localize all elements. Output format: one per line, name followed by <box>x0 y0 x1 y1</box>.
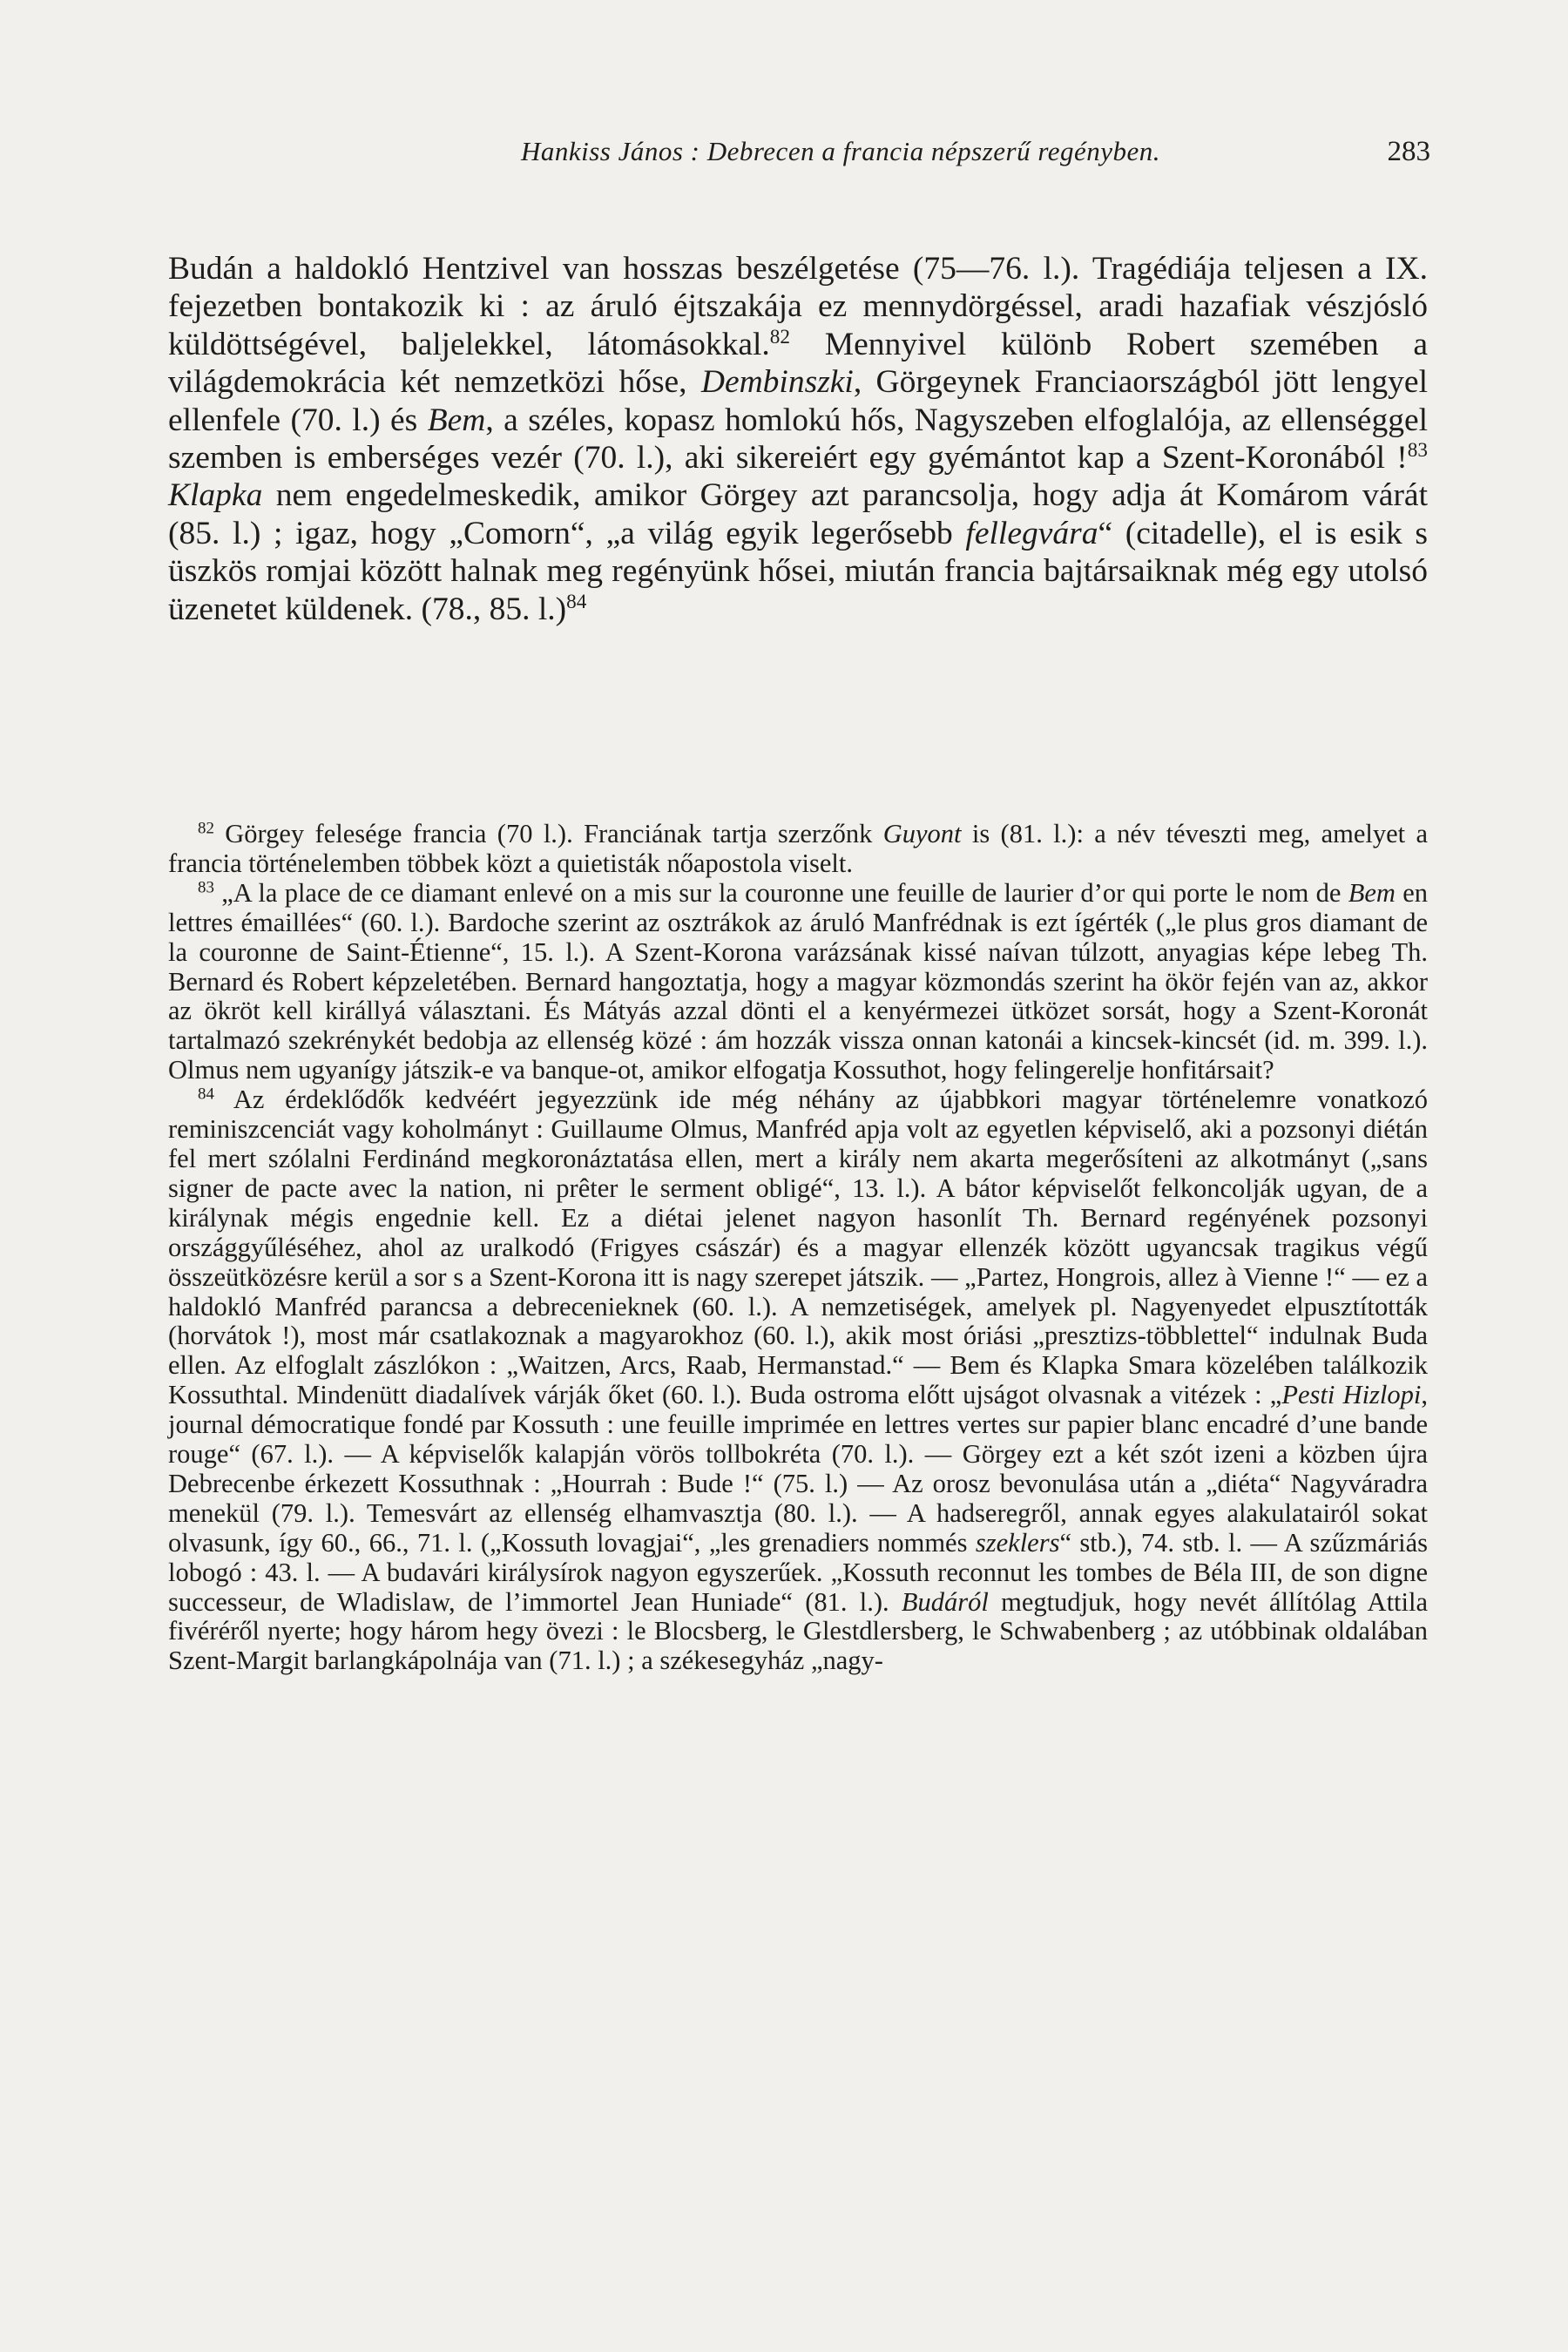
body-text: “ (citadelle), el is esik s üszkös romjai között halnak meg regényünk hősei, miután francia bajtársaiknak még egy utolsó üzenetet küldenek. (78., 85. l.) <box>168 515 1428 627</box>
title-pesti-hizlopi: Pesti Hizlopi <box>1281 1380 1422 1410</box>
body-text: Mennyivel különb Robert szemében a világdemokrácia két nemzetközi hőse, <box>168 326 1429 401</box>
running-head: Hankiss János : Debrecen a francia népszerű regényben. <box>520 136 1161 166</box>
footnote-text: Az érdeklődők kedvéért jegyezzünk ide még néhány az újabbkori magyar történelemre vonatkozó reminiszcenciát vagy koholmányt : Guillaume Olmus, Manfréd apja volt az egyetlen képviselő, aki a pozsonyi diétán fel mert szólalni Ferdinánd megkoronáztatása ellen, mert a király nem akarta megerősíteni az alkotmányt („sans signer de pacte avec la nation, ni prêter le serment obligé“, 13. l.). A bátor képviselőt felkoncolják ugyan, de a királynak mégis engednie kell. Ez a diétai jelenet nagyon hasonlít Th. Bernard regényének pozsonyi országgyűléséhez, ahol az uralkodó (Frigyes császár) és a magyar ellenzék között ugyancsak tragikus végű összeütközésre kerül a sor s a Szent-Korona itt is nagy szerepet játszik. — „Partez, Hongrois, allez à Vienne !“ — ez a haldokló Manfréd parancsa a debrecenieknek (60. l.). A nemzetiségek, amelyek pl. Nagyenyedet elpusztították (horvátok !), most már csatlakoznak a magyarokhoz (60. l.), akik most óriási „presztizs-többlettel“ indulnak Buda ellen. Az elfoglalt zászlókon : „Waitzen, Arcs, Raab, Hermanstad.“ — Bem és Klapka Smara közelében találkozik Kossuthtal. Mindenütt diadalívek várják őket (60. l.). Buda ostroma előtt ujságot olvasnak a vitézek : „ <box>168 1085 1428 1410</box>
name-dembinszki: Dembinszki <box>700 364 854 401</box>
footnote-text: „A la place de ce diamant enlevé on a mis sur la couronne une feuille de laurier d’or qui porte le nom de <box>221 877 1348 908</box>
footnote-ref-84[interactable]: 84 <box>566 590 587 613</box>
body-text: , Görgeynek Franciaországból jött lengyel ellenfele (70. l.) és <box>168 364 1428 438</box>
footnote-83 <box>168 879 1428 1085</box>
footnote-text: en lettres émaillées“ (60. l.). Bardoche szerint az osztrákok az áruló Manfrédnak is ezt ígérték („le plus gros diamant de la couronne de Saint-Étienne“, 15. l.). A Szent-Korona varázsának kissé naívan túlzott, anyagias képe lebeg Th. Bernard és Robert képzeletében. Bernard hangoztatja, hogy a magyar közmondás szerint ha ökör fején van az, akkor az ökröt kell királlyá választani. És Mátyás azzal dönti el a kenyérmezei ütközet sorsát, hogy a Szent-Koronát tartalmazó szekrénykét bedobja az ellenség közé : ám hozzák vissza onnan katonái a kincsek-kincsét (id. m. 399. l.). Olmus nem ugyanígy játszik-e va banque-ot, amikor elfogatja Kossuthot, hogy felingerelje honfitársait? <box>168 877 1429 1085</box>
body-text: , a széles, kopasz homlokú hős, Nagyszeben elfoglalója, az ellenséggel szemben is emberséges vezér (70. l.), aki sikereiért egy gyémántot kap a Szent-Koronából ! <box>168 402 1429 476</box>
footnote-mark: 82 <box>198 819 214 838</box>
footnote-ref-82[interactable]: 82 <box>769 326 791 349</box>
name-guyont: Guyont <box>882 819 962 848</box>
footnote-mark: 83 <box>198 878 214 897</box>
name-bem: Bem <box>1348 877 1396 908</box>
footnote-text: “ stb.), 74. stb. l. — A szűzmáriás lobogó : 43. l. — A budavári királysírok nagyon egyszerűek. „Kossuth reconnut les tombes de Béla III, de son digne successeur, de Wladislaw, de l’immortel Jean Huniade“ (81. l.). <box>168 1527 1428 1617</box>
footnote-ref-83[interactable]: 83 <box>1407 439 1428 463</box>
footnote-text: , journal démocratique fondé par Kossuth : une feuille imprimée en lettres vertes sur papier blanc encadré d’une bande rouge“ (67. l.). — A képviselők kalapján vörös tollbokréta (70. l.). — Görgey ezt a két szót izeni a közben újra Debrecenbe érkezett Kossuthnak : „Hourrah : Bude !“ (75. l.) — Az orosz bevonulása után a „diéta“ Nagyváradra menekül (79. l.). Temesvárt az ellenség elhamvasztja (80. l.). — A hadseregről, annak egyes alakulatairól sokat olvasunk, így 60., 66., 71. l. („Kossuth lovagjai“, „les grenadiers nommés <box>168 1380 1428 1558</box>
name-bem: Bem <box>427 402 486 438</box>
page-number: 283 <box>1387 136 1430 167</box>
footnote-82 <box>168 820 1428 879</box>
footnotes <box>168 820 1428 1676</box>
footnote-text: is (81. l.): a név téveszti meg, amelyet a francia történelemben többek közt a quietisták nőapostola viselt. <box>168 819 1429 878</box>
word-budarol: Budáról <box>901 1586 989 1617</box>
footnote-mark: 84 <box>198 1085 214 1104</box>
name-klapka: Klapka <box>168 477 263 514</box>
word-szeklers: szeklers <box>975 1527 1060 1558</box>
footnote-text: Görgey felesége francia (70 l.). Franciának tartja szerzőnk <box>225 819 883 848</box>
main-paragraph <box>168 250 1428 628</box>
footnote-84 <box>168 1085 1428 1676</box>
footnote-text: megtudjuk, hogy nevét állítólag Attila fivéréről nyerte; hogy három hegy övezi : le Blocsberg, le Glestdlersberg, le Schwabenberg ; az utóbbinak oldalában Szent-Margit barlangkápolnája van (71. l.) ; a székesegyház „nagy- <box>168 1586 1429 1676</box>
body-text: Budán a haldokló Hentzivel van hosszas beszélgetése (75—76. l.). Tragédiája teljesen a IX. fejezetben bontakozik ki : az áruló éjtszakája ez mennydörgéssel, aradi hazafiak vészjósló küldöttségével, baljelekkel, látomásokkal. <box>168 251 1428 362</box>
body-text: nem engedelmeskedik, amikor Görgey azt parancsolja, hogy adja át Komárom várát (85. l.) ; igaz, hogy „Comorn“, „a világ egyik legerősebb <box>168 477 1428 551</box>
word-fellegvara: fellegvára <box>965 515 1098 551</box>
